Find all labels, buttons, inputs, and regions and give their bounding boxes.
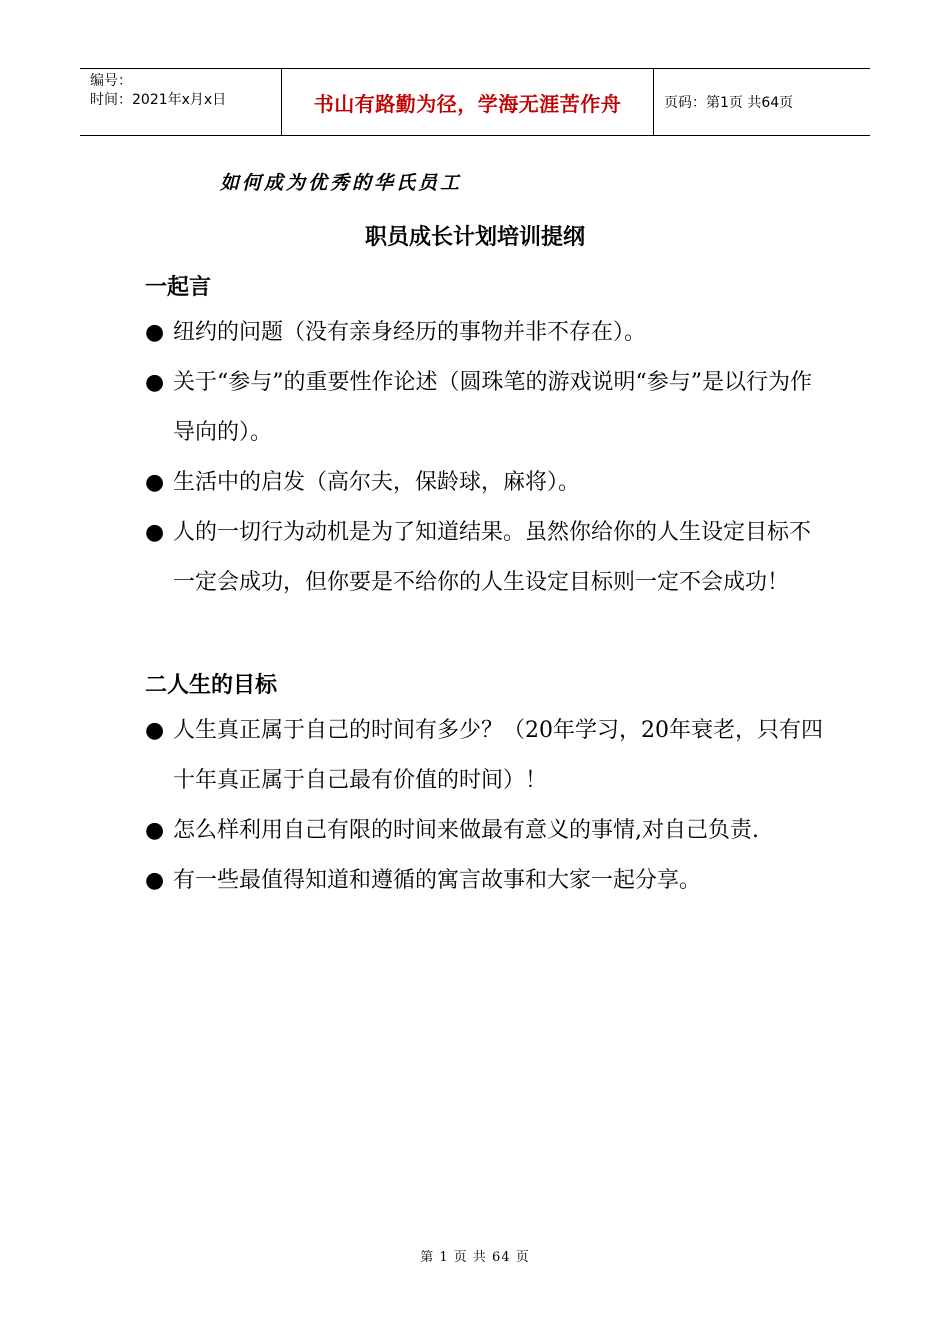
page-header [80, 68, 870, 136]
document-time-label: 时间：2021年x月x日 [90, 92, 227, 108]
list-item-text: 关于“参与”的重要性作论述（圆珠笔的游戏说明“参与”是以行为作导向的）。 [173, 370, 812, 445]
list-item [145, 508, 825, 608]
header-meta [80, 69, 282, 135]
list-item [145, 358, 825, 458]
section-heading-intro: 一起言 [145, 275, 212, 300]
brand-heading: 如何成为优秀的华氏员工 [220, 172, 463, 194]
list-item-text: 纽约的问题（没有亲身经历的事物并非不存在）。 [173, 320, 647, 345]
list-item-text: 人生真正属于自己的时间有多少？（20年学习，20年衰老，只有四十年真正属于自己最有价值的时间）！ [173, 718, 823, 793]
bullet-icon: ● [145, 370, 165, 395]
list-item-text: 人的一切行为动机是为了知道结果。虽然你给你的人生设定目标不一定会成功，但你要是不给你的人生设定目标则一定不会成功！ [173, 520, 812, 595]
document-title: 职员成长计划培训提纲 [364, 225, 585, 250]
bullet-icon: ● [145, 718, 165, 743]
document-number-label: 编号： [90, 73, 132, 89]
bullet-icon: ● [145, 470, 165, 495]
bullet-icon: ● [145, 818, 165, 843]
section-heading-life-goals: 二人生的目标 [145, 673, 278, 698]
header-page-info: 页码：第1页 共64页 [664, 95, 794, 111]
list-item [145, 308, 825, 358]
page-footer: 第 1 页 共 64 页 [420, 1250, 530, 1265]
list-item [145, 806, 825, 856]
bullet-icon: ● [145, 520, 165, 545]
list-item-text: 怎么样利用自己有限的时间来做最有意义的事情,对自己负责. [173, 818, 759, 843]
list-item [145, 458, 825, 508]
header-motto: 书山有路勤为径，学海无涯苦作舟 [282, 69, 654, 135]
list-item-text: 有一些最值得知道和遵循的寓言故事和大家一起分享。 [173, 868, 702, 893]
list-item [145, 706, 825, 806]
list-item-text: 生活中的启发（高尔夫，保龄球，麻将）。 [173, 470, 581, 495]
bullet-icon: ● [145, 320, 165, 345]
list-item [145, 856, 825, 906]
bullet-icon: ● [145, 868, 165, 893]
